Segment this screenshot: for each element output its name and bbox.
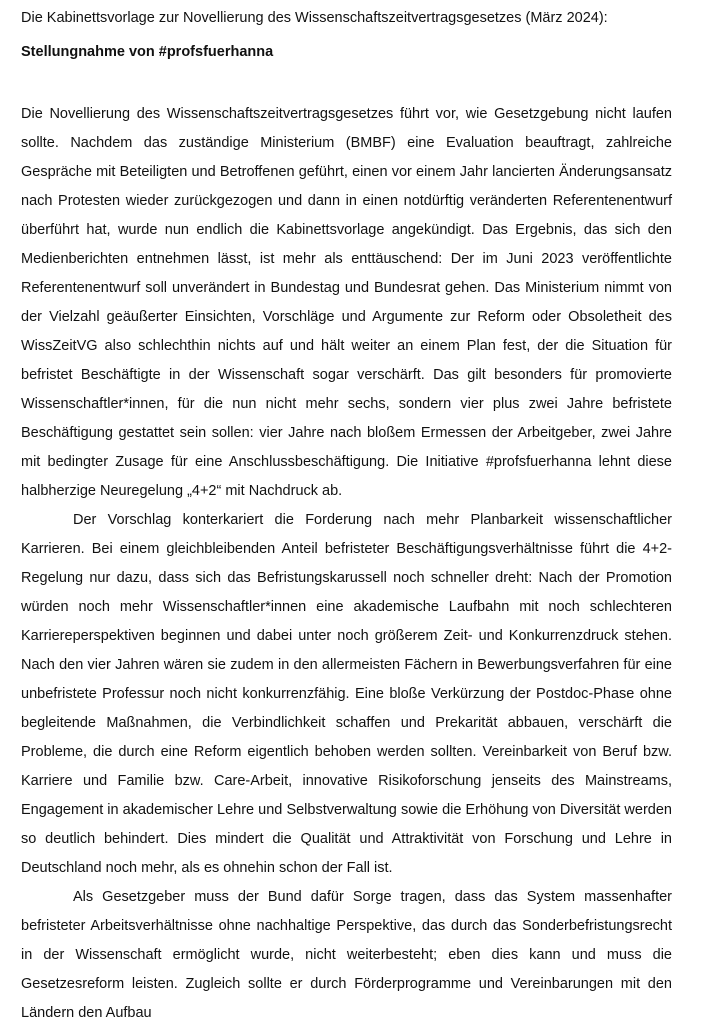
document-body (21, 100, 672, 1028)
paragraph-2: Der Vorschlag konterkariert die Forderung nach mehr Planbarkeit wissenschaftlicher Karrieren. Bei einem gleichbleibenden Anteil befristeter Beschäftigungsverhältnisse führt die 4+2-Regelung nur dazu, dass sich das Befristungskarussell noch schneller dreht: Nach der Promotion würden noch mehr Wissenschaftler*innen eine akademische Laufbahn mit noch schlechteren Karriereperspektiven beginnen und dabei unter noch größerem Zeit- und Konkurrenzdruck stehen. Nach den vier Jahren wären sie zudem in den allermeisten Fächern in Bewerbungsverfahren für eine unbefristete Professur noch nicht konkurrenzfähig. Eine bloße Verkürzung der Postdoc-Phase ohne begleitende Maßnahmen, die Verbindlichkeit schaffen und Prekarität abbauen, verschärft die Probleme, die durch eine Reform eigentlich behoben werden sollten. Vereinbarkeit von Beruf bzw. Karriere und Familie bzw. Care-Arbeit, innovative Risikoforschung jenseits des Mainstreams, Engagement in akademischer Lehre und Selbstverwaltung sowie die Erhöhung von Diversität werden so deutlich behindert. Dies mindert die Qualität und Attraktivität von Forschung und Lehre in Deutschland noch mehr, als es ohnehin schon der Fall ist. (21, 512, 672, 876)
paragraph-1: Die Novellierung des Wissenschaftszeitvertragsgesetzes führt vor, wie Gesetzgebung nicht laufen sollte. Nachdem das zuständige Ministerium (BMBF) eine Evaluation beauftragt, zahlreiche Gespräche mit Beteiligten und Betroffenen geführt, einen vor einem Jahr lancierten Änderungsansatz nach Protesten wieder zurückgezogen und dann in einen notdürftig veränderten Referentenentwurf überführt hat, wurde nun endlich die Kabinettsvorlage angekündigt. Das Ergebnis, das sich den Medienberichten entnehmen lässt, ist mehr als enttäuschend: Der im Juni 2023 veröffentlichte Referentenentwurf soll unverändert in Bundestag und Bundesrat gehen. Das Ministerium nimmt von der Vielzahl geäußerter Einsichten, Vorschläge und Argumente zur Reform oder Obsoletheit des WissZeitVG also schlechthin nichts auf und hält weiter an einem Plan fest, der die Situation für befristet Beschäftigte in der Wissenschaft sogar verschärft. Das gilt besonders für promovierte Wissenschaftler*innen, für die nun nicht mehr sechs, sondern vier plus zwei Jahre befristete Beschäftigung gestattet sein sollen: vier Jahre nach bloßem Ermessen der Arbeitgeber, zwei Jahre mit bedingter Zusage für eine Anschlussbeschäftigung. Die Initiative #profsfuerhanna lehnt diese halbherzige Neuregelung „4+2“ mit Nachdruck ab. (21, 106, 672, 499)
document-title: Die Kabinettsvorlage zur Novellierung des Wissenschaftszeitvertragsgesetzes (März 2024): (21, 10, 608, 26)
paragraph-3: Als Gesetzgeber muss der Bund dafür Sorge tragen, dass das System massenhafter befristeter Arbeitsverhältnisse ohne nachhaltige Perspektive, das durch das Sonderbefristungsrecht in der Wissenschaft ermöglicht wurde, nicht weiterbesteht; eben dies kann und muss die Gesetzesreform leisten. Zugleich sollte er durch Förderprogramme und Vereinbarungen mit den Ländern den Aufbau (21, 889, 672, 1021)
document-page (21, 9, 672, 1028)
document-subtitle: Stellungnahme von #profsfuerhanna (21, 44, 274, 60)
